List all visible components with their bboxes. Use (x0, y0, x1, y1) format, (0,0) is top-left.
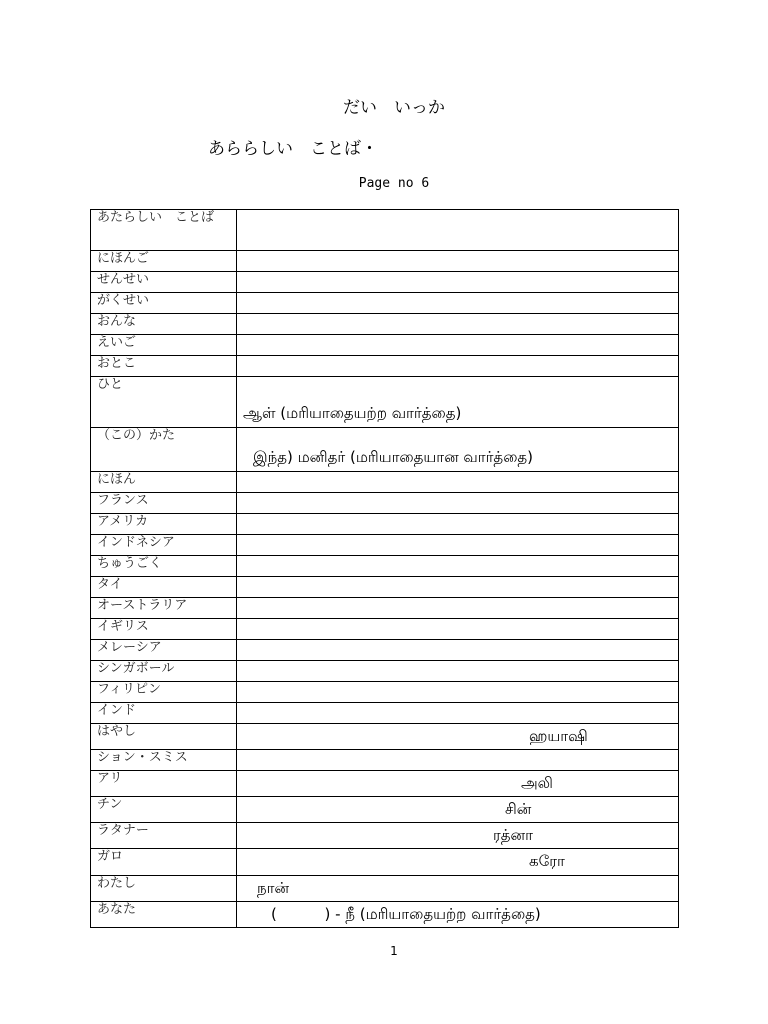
table-row (91, 724, 679, 750)
japanese-word: ちゅうごく (91, 556, 237, 577)
tamil-meaning: ஹயாஷி (237, 724, 679, 750)
japanese-word: メレーシア (91, 640, 237, 661)
japanese-word: にほんご (91, 251, 237, 272)
vocabulary-table (90, 209, 679, 928)
japanese-word: おんな (91, 314, 237, 335)
japanese-word: インドネシア (91, 535, 237, 556)
tamil-meaning (237, 272, 679, 293)
tamil-meaning (237, 210, 679, 251)
table-row (91, 771, 679, 797)
japanese-word: インド (91, 703, 237, 724)
tamil-meaning (237, 251, 679, 272)
page-number-label: Page no 6 (358, 176, 430, 191)
japanese-word: ガロ (91, 849, 237, 876)
table-row (91, 556, 679, 577)
tamil-meaning: சின் (237, 797, 679, 823)
table-row (91, 514, 679, 535)
japanese-word: タイ (91, 577, 237, 598)
table-row (91, 598, 679, 619)
table-row (91, 293, 679, 314)
tamil-meaning (237, 556, 679, 577)
table-row (91, 703, 679, 724)
table-row (91, 335, 679, 356)
tamil-meaning (237, 619, 679, 640)
japanese-word: がくせい (91, 293, 237, 314)
table-row (91, 428, 679, 472)
tamil-meaning: இந்த) மனிதர் (மரியாதையான வார்த்தை) (237, 428, 679, 472)
tamil-meaning (237, 661, 679, 682)
tamil-meaning (237, 335, 679, 356)
table-row (91, 750, 679, 771)
japanese-word: アメリカ (91, 514, 237, 535)
tamil-meaning (237, 750, 679, 771)
tamil-meaning (237, 472, 679, 493)
table-row (91, 356, 679, 377)
japanese-word: ラタナー (91, 823, 237, 849)
table-row (91, 902, 679, 928)
japanese-word: フィリピン (91, 682, 237, 703)
tamil-meaning: ( ) - நீ (மரியாதையற்ற வார்த்தை) (237, 902, 679, 928)
table-row (91, 493, 679, 514)
table-row (91, 577, 679, 598)
table-row (91, 849, 679, 876)
table-row (91, 210, 679, 251)
tamil-meaning (237, 577, 679, 598)
tamil-meaning (237, 703, 679, 724)
tamil-meaning (237, 314, 679, 335)
japanese-word: ション・スミス (91, 750, 237, 771)
tamil-meaning: அலி (237, 771, 679, 797)
tamil-meaning (237, 493, 679, 514)
tamil-meaning: நான் (237, 876, 679, 902)
japanese-word: チン (91, 797, 237, 823)
japanese-word: えいご (91, 335, 237, 356)
tamil-meaning: ஆள் (மரியாதையற்ற வார்த்தை) (237, 377, 679, 428)
tamil-meaning (237, 598, 679, 619)
japanese-word: あたらしい ことば (91, 210, 237, 251)
table-row (91, 876, 679, 902)
japanese-word: おとこ (91, 356, 237, 377)
japanese-word: アリ (91, 771, 237, 797)
tamil-meaning (237, 640, 679, 661)
table-row (91, 251, 679, 272)
japanese-word: シンガボール (91, 661, 237, 682)
tamil-meaning: கரோ (237, 849, 679, 876)
table-row (91, 661, 679, 682)
tamil-meaning (237, 514, 679, 535)
tamil-meaning: ரத்னா (237, 823, 679, 849)
table-row (91, 535, 679, 556)
table-row (91, 377, 679, 428)
japanese-word: にほん (91, 472, 237, 493)
tamil-meaning (237, 356, 679, 377)
japanese-word: イギリス (91, 619, 237, 640)
lesson-subtitle: あららしい ことば・ (208, 139, 378, 159)
japanese-word: ひと (91, 377, 237, 428)
japanese-word: あなた (91, 902, 237, 928)
table-row (91, 619, 679, 640)
table-row (91, 640, 679, 661)
table-row (91, 823, 679, 849)
lesson-title: だい いっか (343, 98, 445, 118)
table-row (91, 472, 679, 493)
table-row (91, 272, 679, 293)
tamil-meaning (237, 535, 679, 556)
japanese-word: フランス (91, 493, 237, 514)
table-row (91, 682, 679, 703)
japanese-word: せんせい (91, 272, 237, 293)
tamil-meaning (237, 293, 679, 314)
tamil-meaning (237, 682, 679, 703)
table-row (91, 314, 679, 335)
japanese-word: わたし (91, 876, 237, 902)
table-row (91, 797, 679, 823)
japanese-word: はやし (91, 724, 237, 750)
japanese-word: オーストラリア (91, 598, 237, 619)
page-footer-number: 1 (390, 944, 398, 958)
japanese-word: （この）かた (91, 428, 237, 472)
